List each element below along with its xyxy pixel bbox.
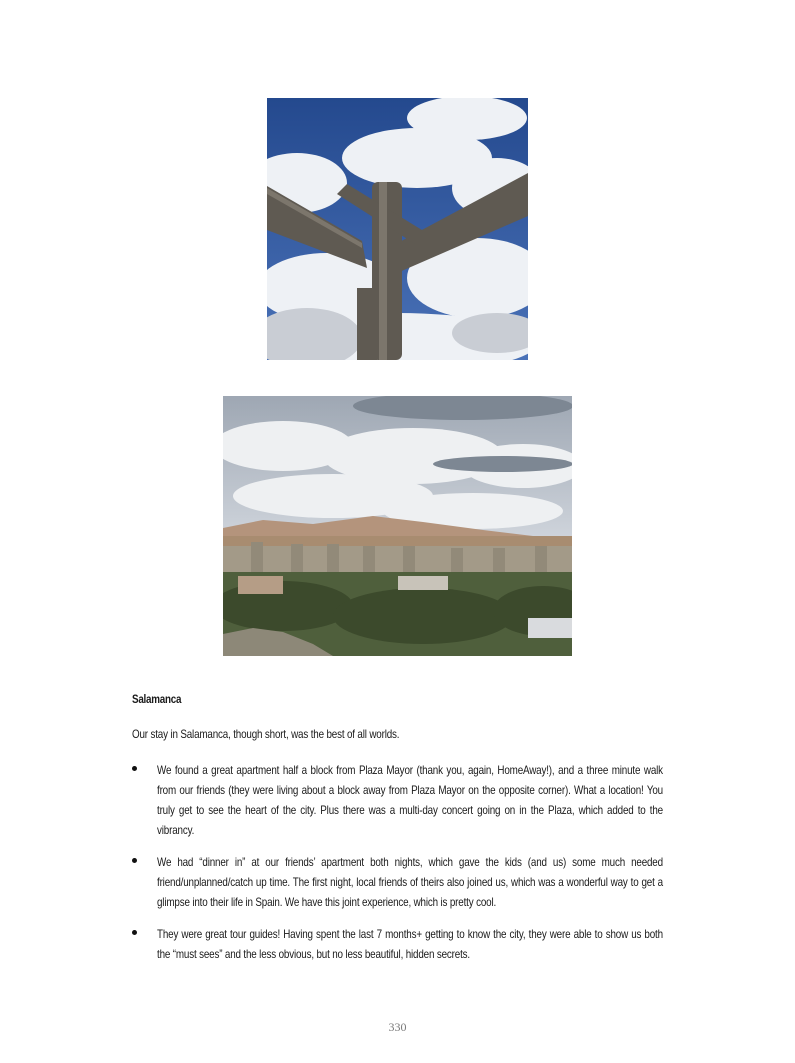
- list-item: [132, 760, 663, 840]
- bullet-icon: [132, 766, 137, 771]
- section-intro: Our stay in Salamanca, though short, was the best of all worlds.: [132, 727, 400, 741]
- list-item-text: We found a great apartment half a block from Plaza Mayor (thank you, again, HomeAway!), and a three minute walk from our friends (they were living about a block away from Plaza Mayor on the opposite corner). What a location! You truly get to see the heart of the city. Plus there was a multi-day concert going on in the Plaza, which added to the vibrancy.: [157, 763, 663, 837]
- list-item-text: We had “dinner in” at our friends’ apartment both nights, which gave the kids (and us) some much needed friend/unplanned/catch up time. The first night, local friends of theirs also joined us, which was a wonderful way to get a glimpse into their life in Spain. We have this joint experience, which is pretty cool.: [157, 855, 663, 909]
- stone-cross-photo: [267, 98, 528, 360]
- section-heading: Salamanca: [132, 692, 182, 706]
- list-item: [132, 852, 663, 912]
- bullet-icon: [132, 858, 137, 863]
- list-item-text: They were great tour guides! Having spent the last 7 months+ getting to know the city, they were able to show us both the “must sees” and the less obvious, but no less beautiful, hidden secrets.: [157, 927, 663, 961]
- bullet-icon: [132, 930, 137, 935]
- list-item: [132, 924, 663, 964]
- page-number: 330: [388, 1020, 407, 1034]
- walled-city-photo: [223, 396, 572, 656]
- bullet-list: [132, 760, 663, 976]
